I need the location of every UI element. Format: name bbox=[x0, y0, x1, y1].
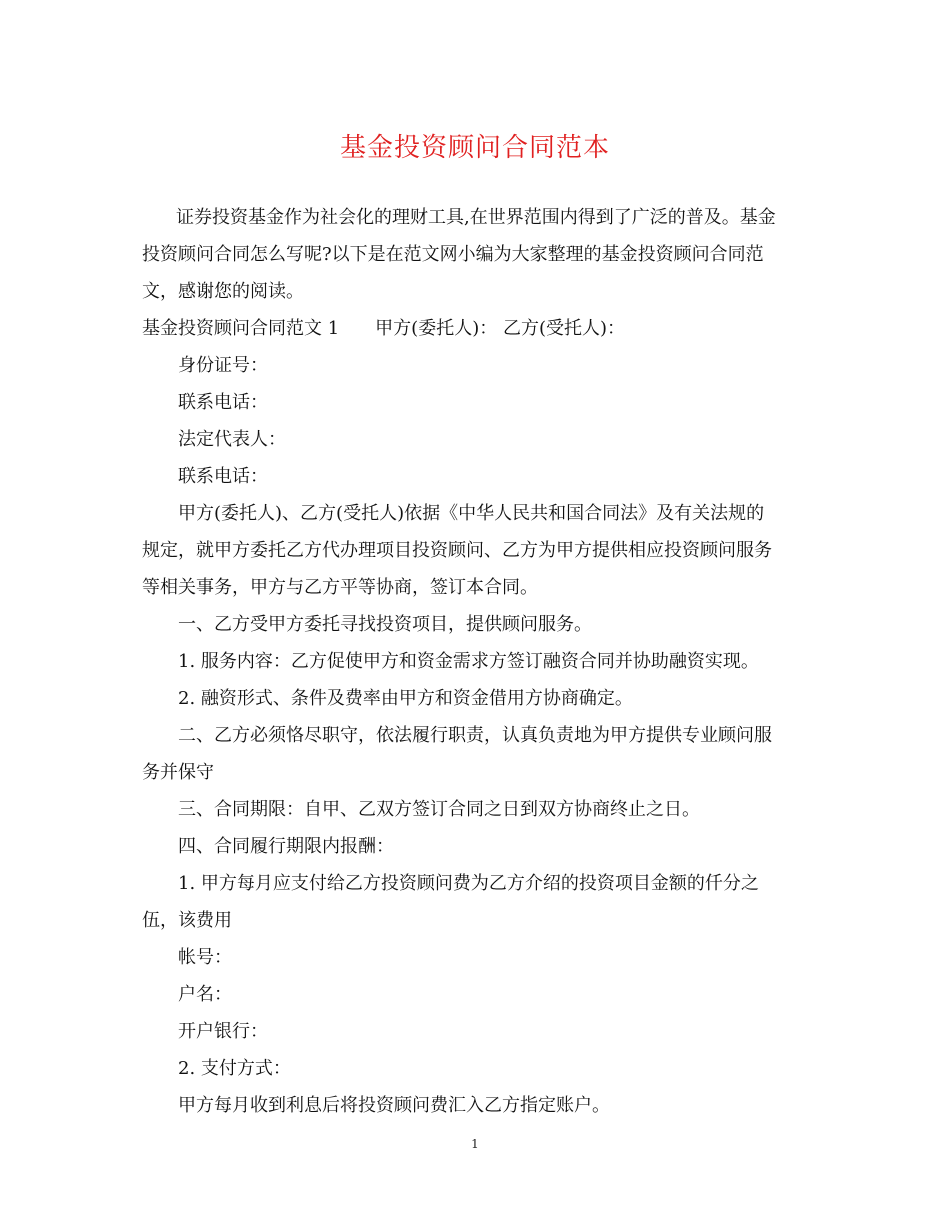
clause-1-item-2: 2. 融资形式、条件及费率由甲方和资金借用方协商确定。 bbox=[178, 688, 633, 709]
field-legal-representative: 法定代表人： bbox=[178, 429, 286, 450]
preamble-line-1: 甲方(委托人)、乙方(受托人)依据《中华人民共和国合同法》及有关法规的 bbox=[178, 503, 765, 524]
field-phone-2: 联系电话： bbox=[178, 466, 268, 487]
field-bank: 开户银行： bbox=[178, 1021, 268, 1042]
field-account-name: 户名： bbox=[178, 984, 232, 1005]
clause-2-line-2: 务并保守 bbox=[142, 762, 214, 783]
field-account-number: 帐号： bbox=[178, 947, 232, 968]
field-phone-1: 联系电话： bbox=[178, 392, 268, 413]
contract-heading-line: 基金投资顾问合同范文 1 甲方(委托人)： 乙方(受托人)： bbox=[142, 318, 625, 339]
intro-line-2: 投资顾问合同怎么写呢?以下是在范文网小编为大家整理的基金投资顾问合同范 bbox=[142, 244, 764, 265]
page-number: 1 bbox=[471, 1137, 479, 1151]
clause-4-item-2-text: 甲方每月收到利息后将投资顾问费汇入乙方指定账户。 bbox=[178, 1095, 610, 1116]
clause-4: 四、合同履行期限内报酬： bbox=[178, 836, 394, 857]
clause-2-line-1: 二、乙方必须恪尽职守，依法履行职责，认真负责地为甲方提供专业顾问服 bbox=[178, 725, 772, 746]
field-id-number: 身份证号： bbox=[178, 355, 268, 376]
preamble-line-2: 规定，就甲方委托乙方代办理项目投资顾问、乙方为甲方提供相应投资顾问服务 bbox=[142, 540, 772, 561]
preamble-line-3: 等相关事务，甲方与乙方平等协商，签订本合同。 bbox=[142, 577, 538, 598]
clause-1: 一、乙方受甲方委托寻找投资项目，提供顾问服务。 bbox=[178, 614, 592, 635]
intro-line-1: 证券投资基金作为社会化的理财工具,在世界范围内得到了广泛的普及。基金 bbox=[176, 207, 776, 228]
clause-4-item-1-line-1: 1. 甲方每月应支付给乙方投资顾问费为乙方介绍的投资项目金额的仟分之 bbox=[178, 873, 759, 894]
clause-1-item-1: 1. 服务内容：乙方促使甲方和资金需求方签订融资合同并协助融资实现。 bbox=[178, 651, 759, 672]
clause-3: 三、合同期限：自甲、乙双方签订合同之日到双方协商终止之日。 bbox=[178, 799, 700, 820]
clause-4-item-1-line-2: 伍，该费用 bbox=[142, 910, 232, 931]
intro-line-3: 文，感谢您的阅读。 bbox=[142, 281, 304, 302]
clause-4-item-2: 2. 支付方式： bbox=[178, 1058, 291, 1079]
document-title: 基金投资顾问合同范本 bbox=[339, 133, 610, 163]
